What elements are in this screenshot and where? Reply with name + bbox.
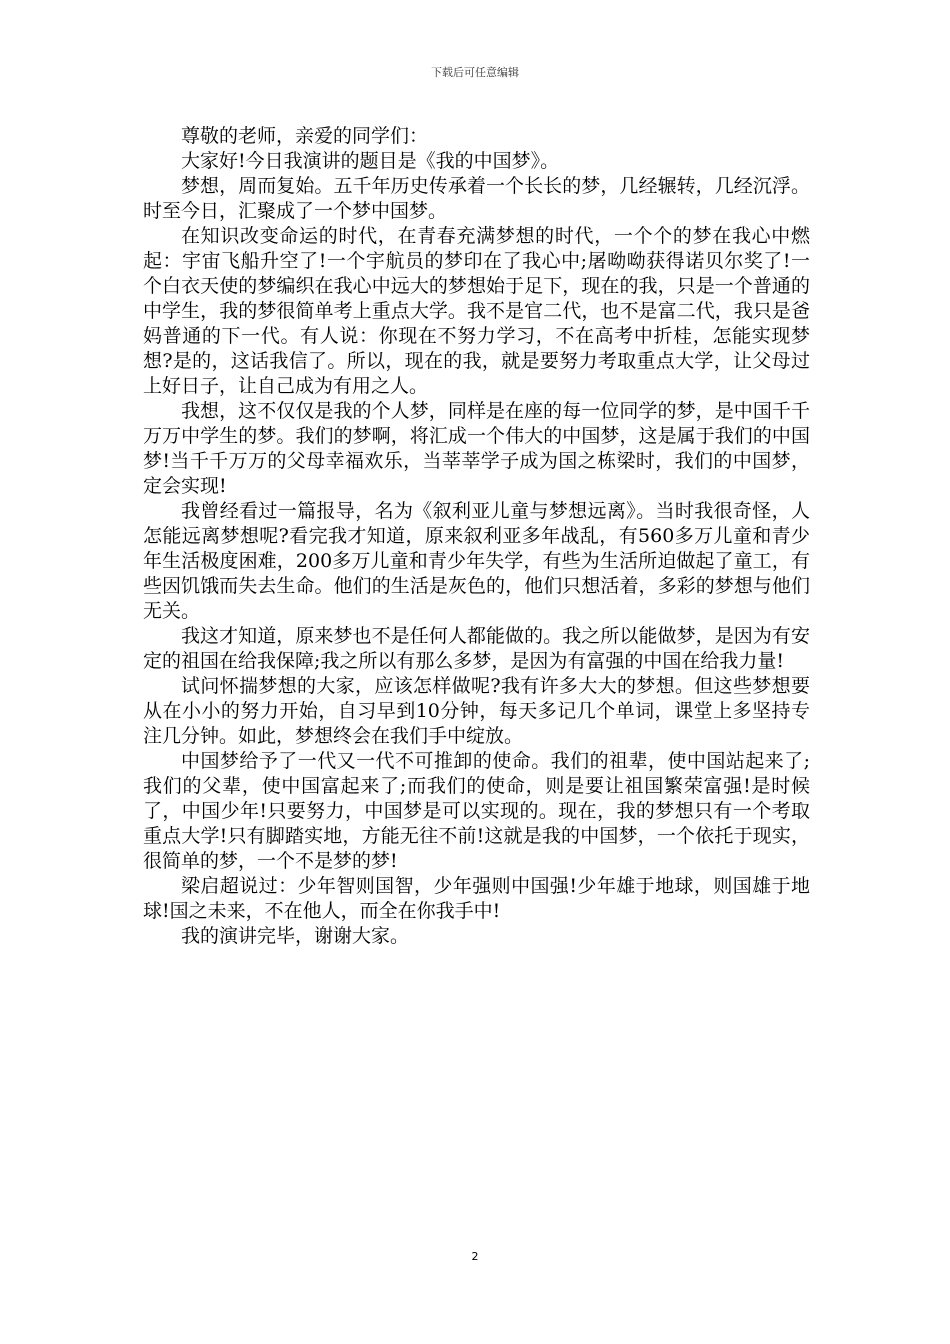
paragraph: 我这才知道，原来梦也不是任何人都能做的。我之所以能做梦，是因为有安定的祖国在给我保障;我之所以有那么多梦，是因为有富强的中国在给我力量! [143,625,810,672]
paragraph-salutation: 尊敬的老师，亲爱的同学们： [181,125,429,147]
paragraph: 中国梦给予了一代又一代不可推卸的使命。我们的祖辈，使中国站起来了;我们的父辈，使中国富起来了;而我们的使命，则是要让祖国繁荣富强!是时候了，中国少年!只要努力，中国梦是可以实现的。现在，我的梦想只有一个考取重点大学!只有脚踏实地，方能无往不前!这就是我的中国梦，一个依托于现实，很简单的梦，一个不是梦的梦! [143,750,810,872]
paragraph: 我想，这不仅仅是我的个人梦，同样是在座的每一位同学的梦，是中国千千万万中学生的梦。我们的梦啊，将汇成一个伟大的中国梦，这是属于我们的中国梦!当千千万万的父母幸福欢乐，当莘莘学子成为国之栋梁时，我们的中国梦，定会实现! [143,400,810,497]
paragraph-greeting: 大家好!今日我演讲的题目是《我的中国梦》。 [181,150,560,172]
document-body [143,124,810,949]
paragraph: 梦想，周而复始。五千年历史传承着一个长长的梦，几经辗转，几经沉浮。时至今日，汇聚成了一个梦中国梦。 [143,175,810,222]
paragraph: 我曾经看过一篇报导，名为《叙利亚儿童与梦想远离》。当时我很奇怪，人怎能远离梦想呢?看完我才知道，原来叙利亚多年战乱，有560多万儿童和青少年生活极度困难，200多万儿童和青少年失学，有些为生活所迫做起了童工，有些因饥饿而失去生命。他们的生活是灰色的，他们只想活着，多彩的梦想与他们无关。 [143,500,810,622]
page-header: 下载后可任意编辑 [431,66,519,79]
page-number: 2 [471,1250,479,1263]
paragraph: 梁启超说过：少年智则国智，少年强则中国强!少年雄于地球，则国雄于地球!国之未来，不在他人，而全在你我手中! [143,875,810,922]
paragraph: 试问怀揣梦想的大家，应该怎样做呢?我有许多大大的梦想。但这些梦想要从在小小的努力开始，自习早到10分钟，每天多记几个单词，课堂上多坚持专注几分钟。如此，梦想终会在我们手中绽放。 [143,675,810,747]
paragraph: 在知识改变命运的时代，在青春充满梦想的时代，一个个的梦在我心中燃起：宇宙飞船升空了!一个宇航员的梦印在了我心中;屠呦呦获得诺贝尔奖了!一个白衣天使的梦编织在我心中远大的梦想始于足下，现在的我，只是一个普通的中学生，我的梦很简单考上重点大学。我不是官二代，也不是富二代，我只是爸妈普通的下一代。有人说：你现在不努力学习，不在高考中折桂，怎能实现梦想?是的，这话我信了。所以，现在的我，就是要努力考取重点大学，让父母过上好日子，让自己成为有用之人。 [143,225,810,397]
paragraph-closing: 我的演讲完毕，谢谢大家。 [181,925,410,947]
